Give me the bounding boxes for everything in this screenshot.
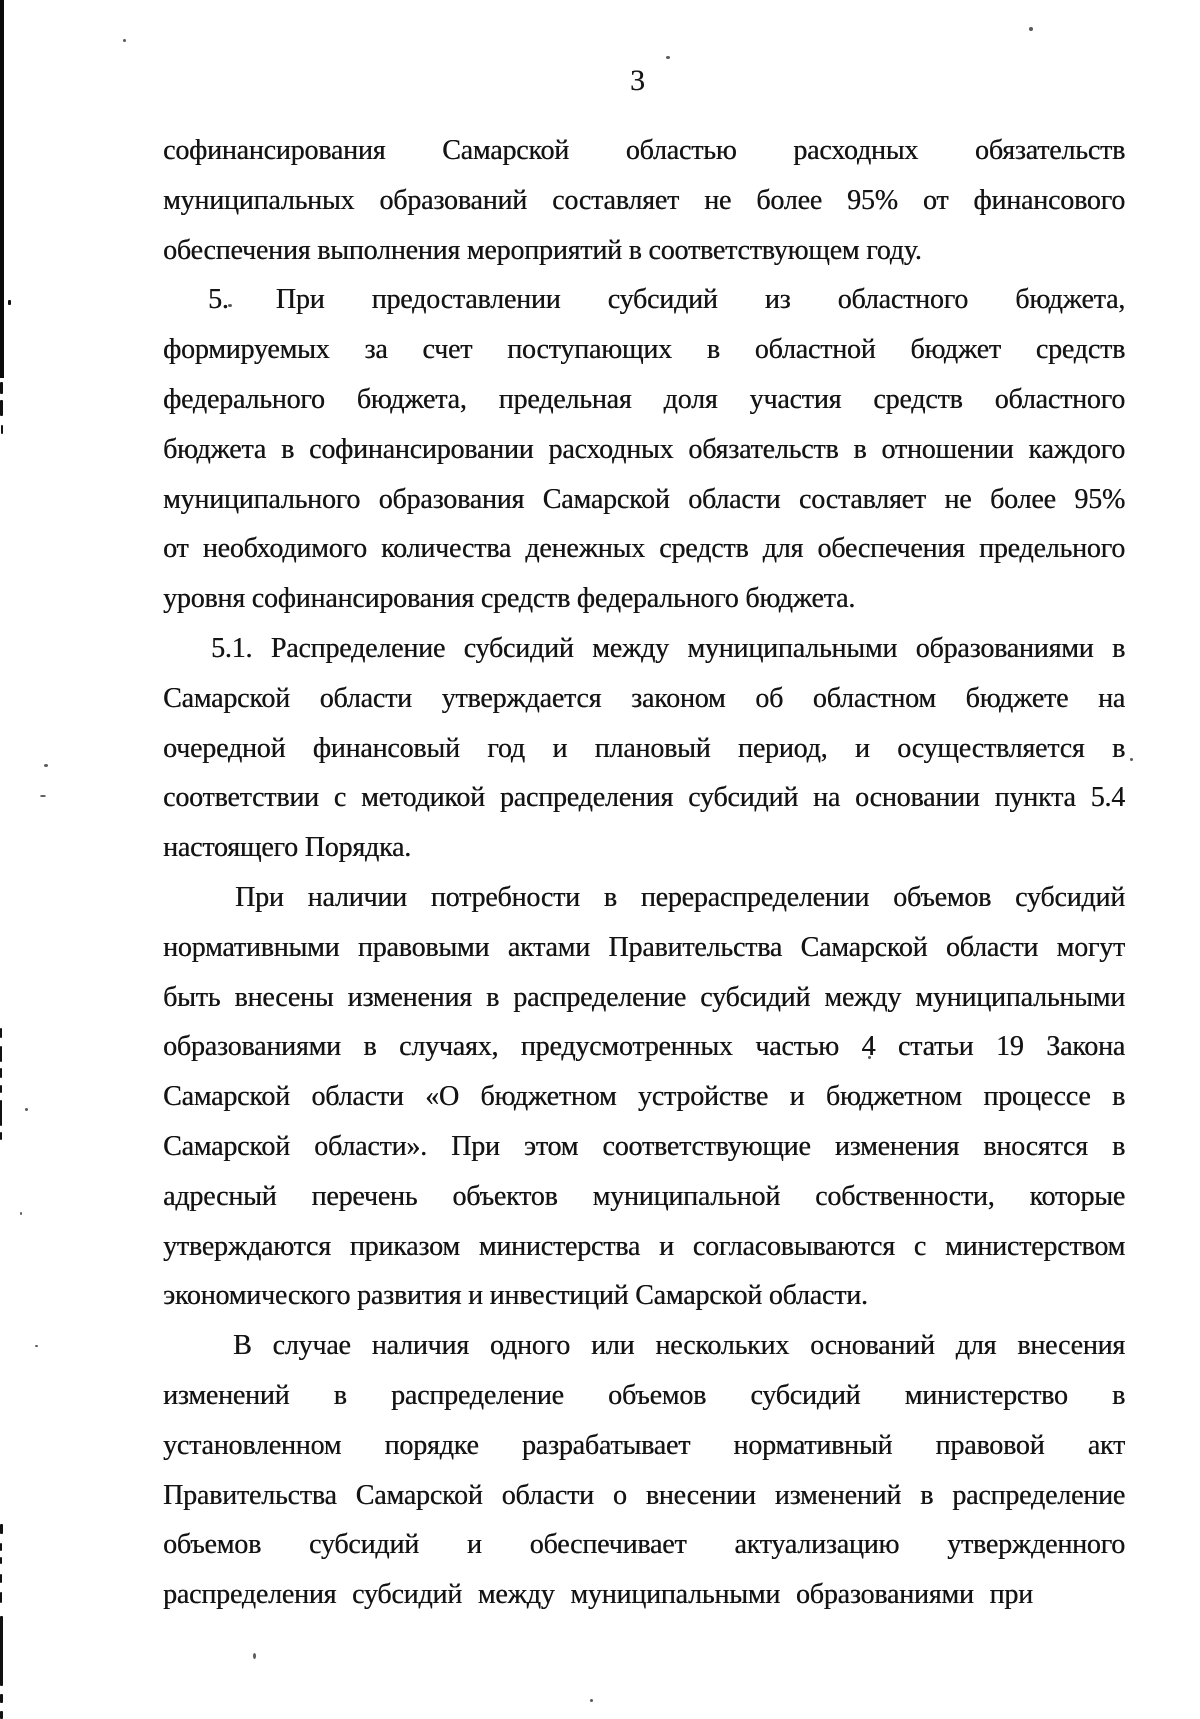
scan-dash	[0, 400, 3, 416]
text-line: софинансирования Самарской областью расходных обязательств	[163, 135, 1125, 166]
text-line: изменений в распределение объемов субсидий министерство в	[163, 1379, 1125, 1411]
text-line: 5.1. Распределение субсидий между муниципальными образованиями в	[211, 632, 1125, 664]
text-line: муниципальных образований составляет не более 95% от финансового	[163, 184, 1125, 216]
scan-dash	[0, 1085, 2, 1093]
scan-dash	[0, 1524, 3, 1534]
text-line: настоящего Порядка.	[163, 832, 411, 864]
text-line: Правительства Самарской области о внесении изменений в распределение	[163, 1479, 1125, 1511]
scan-speck	[1029, 27, 1033, 31]
scan-speck	[1130, 758, 1133, 761]
scan-dash	[0, 1574, 2, 1583]
scan-dash	[0, 1132, 2, 1140]
text-line: объемов субсидий и обеспечивает актуализацию утвержденного	[163, 1529, 1125, 1561]
scan-dash	[0, 1100, 2, 1126]
text-line: соответствии с методикой распределения субсидий на основании пункта 5.4	[163, 782, 1125, 814]
text-line: муниципального образования Самарской области составляет не более 95%	[163, 483, 1125, 515]
scan-speck	[44, 764, 48, 767]
document-text	[163, 126, 1125, 1620]
scan-edge-bar	[0, 0, 4, 378]
text-line: от необходимого количества денежных средств для обеспечения предельного	[163, 533, 1125, 565]
text-line: обеспечения выполнения мероприятий в соответствующем году.	[163, 234, 922, 266]
text-line: уровня софинансирования средств федерального бюджета.	[163, 583, 856, 615]
scan-dash	[0, 1046, 2, 1062]
scan-speck	[666, 56, 670, 59]
text-line: В случае наличия одного или нескольких оснований для внесения	[233, 1330, 1125, 1362]
text-line: При наличии потребности в перераспределении объемов субсидий	[235, 881, 1125, 913]
scan-dash	[0, 1711, 3, 1719]
text-line: распределения субсидий между муниципальными образованиями при	[163, 1579, 1033, 1611]
text-line: формируемых за счет поступающих в областной бюджет средств	[163, 334, 1125, 366]
text-line: очередной финансовый год и плановый период, и осуществляется в	[163, 732, 1125, 764]
text-line: бюджета в софинансировании расходных обязательств в отношении каждого	[163, 433, 1125, 465]
text-line: Самарской области «О бюджетном устройстве и бюджетном процессе в	[163, 1081, 1125, 1113]
scan-speck	[25, 1108, 28, 1111]
scan-dash	[0, 1616, 3, 1686]
scan-dash	[0, 382, 3, 394]
scan-speck	[590, 1699, 593, 1702]
scan-dash	[0, 1543, 2, 1551]
text-line: 5. При предоставлении субсидий из областного бюджета,	[208, 284, 1125, 316]
scan-dash	[0, 1028, 2, 1038]
scan-speck	[20, 1212, 22, 1215]
scan-dash	[1, 425, 3, 434]
text-line: установленном порядке разрабатывает нормативный правовой акт	[163, 1429, 1125, 1461]
text-line: Самарской области». При этом соответствующие изменения вносятся в	[163, 1130, 1125, 1162]
scan-speck	[40, 795, 46, 797]
scan-speck	[253, 1653, 256, 1659]
scan-speck	[123, 39, 126, 42]
text-line: нормативными правовыми актами Правительства Самарской области могут	[163, 931, 1125, 963]
scan-dash	[0, 1592, 2, 1603]
scan-dash	[0, 1068, 2, 1078]
page-number: 3	[630, 64, 645, 97]
scan-speck	[35, 1345, 38, 1347]
scan-dash	[0, 1557, 2, 1564]
text-line: федерального бюджета, предельная доля участия средств областного	[163, 383, 1125, 415]
text-line: образованиями в случаях, предусмотренных частью 4 статьи 19 Закона	[163, 1031, 1125, 1063]
text-line: быть внесены изменения в распределение субсидий между муниципальными	[163, 981, 1125, 1013]
scan-dash	[8, 300, 11, 305]
text-line: адресный перечень объектов муниципальной собственности, которые	[163, 1180, 1125, 1212]
text-line: экономического развития и инвестиций Самарской области.	[163, 1280, 868, 1312]
scan-dash	[0, 1694, 3, 1703]
text-line: утверждаются приказом министерства и согласовываются с министерством	[163, 1230, 1125, 1262]
text-line: Самарской области утверждается законом об областном бюджете на	[163, 682, 1125, 714]
